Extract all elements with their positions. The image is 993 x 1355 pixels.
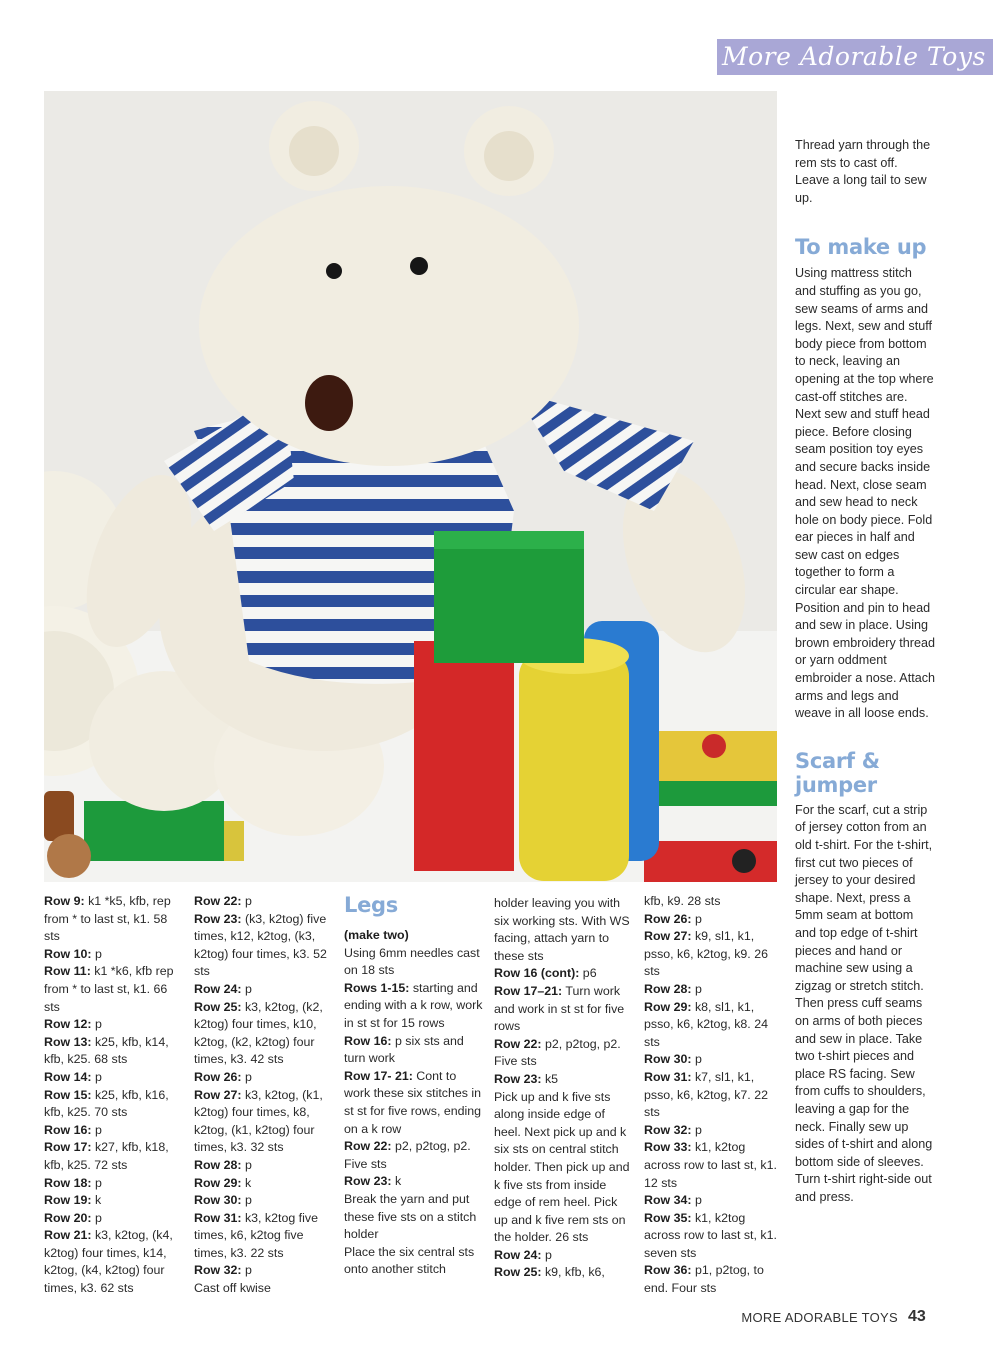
pattern-column-5 — [644, 893, 784, 1298]
section-title: More Adorable Toys — [722, 42, 986, 71]
row-line: Row 26: p — [194, 1069, 252, 1084]
legs-heading: Legs — [344, 893, 398, 917]
subheading: (make two) — [344, 928, 409, 942]
row-line: Row 20: p — [44, 1210, 102, 1225]
row-line: Row 27: k3, k2tog, (k1, k2tog) four times, k8, k2tog, (k1, k2tog) four times, k3. 32 sts — [194, 1087, 323, 1155]
row-line: holder leaving you with six working sts. With WS facing, attach yarn to these sts — [494, 896, 630, 963]
row-line: Row 36: p1, p2tog, to end. Four sts — [644, 1263, 764, 1296]
pattern-column-1 — [44, 893, 184, 1298]
row-line: Row 22: p — [194, 894, 252, 908]
row-line: Row 16: p six sts and turn work — [344, 1033, 464, 1066]
row-line: Row 28: p — [194, 1157, 252, 1172]
footer-section-label: MORE ADORABLE TOYS — [741, 1310, 898, 1325]
row-line: Row 19: k — [44, 1193, 102, 1208]
row-line: Row 35: k1, k2tog across row to last st, k1. seven sts — [644, 1210, 777, 1260]
pattern-column-4 — [494, 895, 634, 1282]
row-line: Row 30: p — [194, 1193, 252, 1208]
row-line: Row 29: k8, sl1, k1, psso, k6, k2tog, k8. 24 sts — [644, 999, 768, 1049]
row-line: Rows 1-15: starting and ending with a k row, work in st st for 15 rows — [344, 980, 483, 1030]
row-line: Row 15: k25, kfb, k16, kfb, k25. 70 sts — [44, 1087, 169, 1120]
make-up-text: Using mattress stitch and stuffing as you go, sew seams of arms and legs. Next, sew and stuff body piece from bottom to neck, leaving an opening at the top where cast-off stitches are. Next sew and stuff head piece. Before closing seam position toy eyes and secure backs inside head. Next, close seam and sew head to neck hole on body piece. Fold ear pieces in half and sew cast on edges together to form a circular ear shape. Position and pin to head and sew in place. Using brown embroidery thread or yarn oddment embroider a nose. Attach arms and legs and weave in all loose ends. — [795, 266, 936, 721]
scarf-jumper-text: For the scarf, cut a strip of jersey cotton from an old t-shirt. For the t-shirt, first cut two pieces of jersey to your desired shape. Next, press a 5mm seam at bottom and top edge of t-shirt pieces and hand or machine sew using a zigzag or stretch stitch. Then press cuff seams on arms of both pieces and sew in place. Take two t-shirt pieces and place RS facing. Sew from cuffs to shoulders, leaving a gap for the neck. Finally sew up sides of t-shirt and along bottom side of sleeves. Turn t-shirt right-side out and press. — [795, 802, 933, 1204]
row-line: Row 13: k25, kfb, k14, kfb, k25. 68 sts — [44, 1034, 169, 1067]
row-line: Row 31: k3, k2tog five times, k6, k2tog five times, k3. 22 sts — [194, 1210, 318, 1260]
row-line: Row 17: k27, kfb, k18, kfb, k25. 72 sts — [44, 1140, 169, 1172]
row-line: Row 14: p — [44, 1069, 102, 1084]
row-line: Break the yarn and put these five sts on a stitch holder — [344, 1191, 477, 1242]
page-number: 43 — [908, 1308, 926, 1325]
bear-photo — [44, 91, 777, 882]
row-line: Row 17- 21: Cont to work these six stitches in st st for five rows, ending on a k row — [344, 1068, 482, 1136]
make-up-heading: To make up — [795, 235, 927, 260]
row-line: Row 16: p — [44, 1122, 102, 1137]
row-line: Row 25: k9, kfb, k6, — [494, 1265, 605, 1280]
row-line: Row 21: k3, k2tog, (k4, k2tog) four times, k14, k2tog, (k4, k2tog) four times, k3. 62 sts — [44, 1228, 173, 1296]
row-line: kfb, k9. 28 sts — [644, 894, 721, 908]
row-line: Row 27: k9, sl1, k1, psso, k6, k2tog, k9. 26 sts — [644, 929, 768, 979]
row-line: Row 23: k5 — [494, 1071, 559, 1086]
row-line: Row 24: p — [194, 981, 252, 996]
intro-line: Using 6mm needles cast on 18 sts — [344, 945, 480, 978]
pattern-column-3 — [344, 893, 484, 1279]
row-line: Row 33: k1, k2tog across row to last st, k1. 12 sts — [644, 1140, 777, 1190]
scarf-jumper-heading: Scarf & jumper — [795, 748, 880, 797]
row-line: Row 10: p — [44, 946, 102, 961]
row-line: Row 11: k1 *k6, kfb rep from * to last st, k1. 66 sts — [44, 964, 174, 1014]
pattern-column-2 — [194, 893, 334, 1298]
row-line: Row 23: k — [344, 1174, 402, 1189]
row-line: Row 32: p — [644, 1122, 702, 1137]
row-line: Row 22: p2, p2tog, p2. Five sts — [344, 1139, 471, 1171]
row-line: Row 22: p2, p2tog, p2. Five sts — [494, 1036, 621, 1069]
cast-off-text: Thread yarn through the rem sts to cast off. Leave a long tail to sew up. — [795, 138, 931, 205]
row-line: Row 25: k3, k2tog, (k2, k2tog) four times, k10, k2tog, (k2, k2tog) four times, k3. 42 sts — [194, 999, 323, 1067]
row-line: Row 9: k1 *k5, kfb, rep from * to last st, k1. 58 sts — [44, 894, 171, 944]
row-line: Cast off kwise — [194, 1281, 271, 1296]
row-line: Row 28: p — [644, 981, 702, 996]
row-line: Row 18: p — [44, 1175, 102, 1190]
row-line: Row 12: p — [44, 1017, 102, 1032]
row-line: Row 24: p — [494, 1247, 552, 1262]
row-line: Row 31: k7, sl1, k1, psso, k6, k2tog, k7. 22 sts — [644, 1069, 768, 1120]
row-line: Row 26: p — [644, 911, 702, 926]
row-line: Row 32: p — [194, 1263, 252, 1278]
row-line: Place the six central sts onto another stitch — [344, 1244, 475, 1277]
row-line: Row 30: p — [644, 1052, 702, 1067]
right-column — [795, 137, 935, 1206]
row-line: Row 34: p — [644, 1193, 702, 1208]
row-line: Row 23: (k3, k2tog) five times, k12, k2tog, (k3, k2tog) four times, k3. 52 sts — [194, 911, 327, 979]
row-line: Pick up and k five sts along inside edge of heel. Next pick up and k six sts on central stitch holder. Then pick up and k five sts from inside edge of rem heel. Pick up and k five rem sts on the holder. 26 sts — [494, 1089, 630, 1245]
row-line: Row 16 (cont): p6 — [494, 966, 597, 981]
row-line: Row 29: k — [194, 1175, 252, 1190]
row-line: Row 17–21: Turn work and work in st st for five rows — [494, 983, 625, 1034]
